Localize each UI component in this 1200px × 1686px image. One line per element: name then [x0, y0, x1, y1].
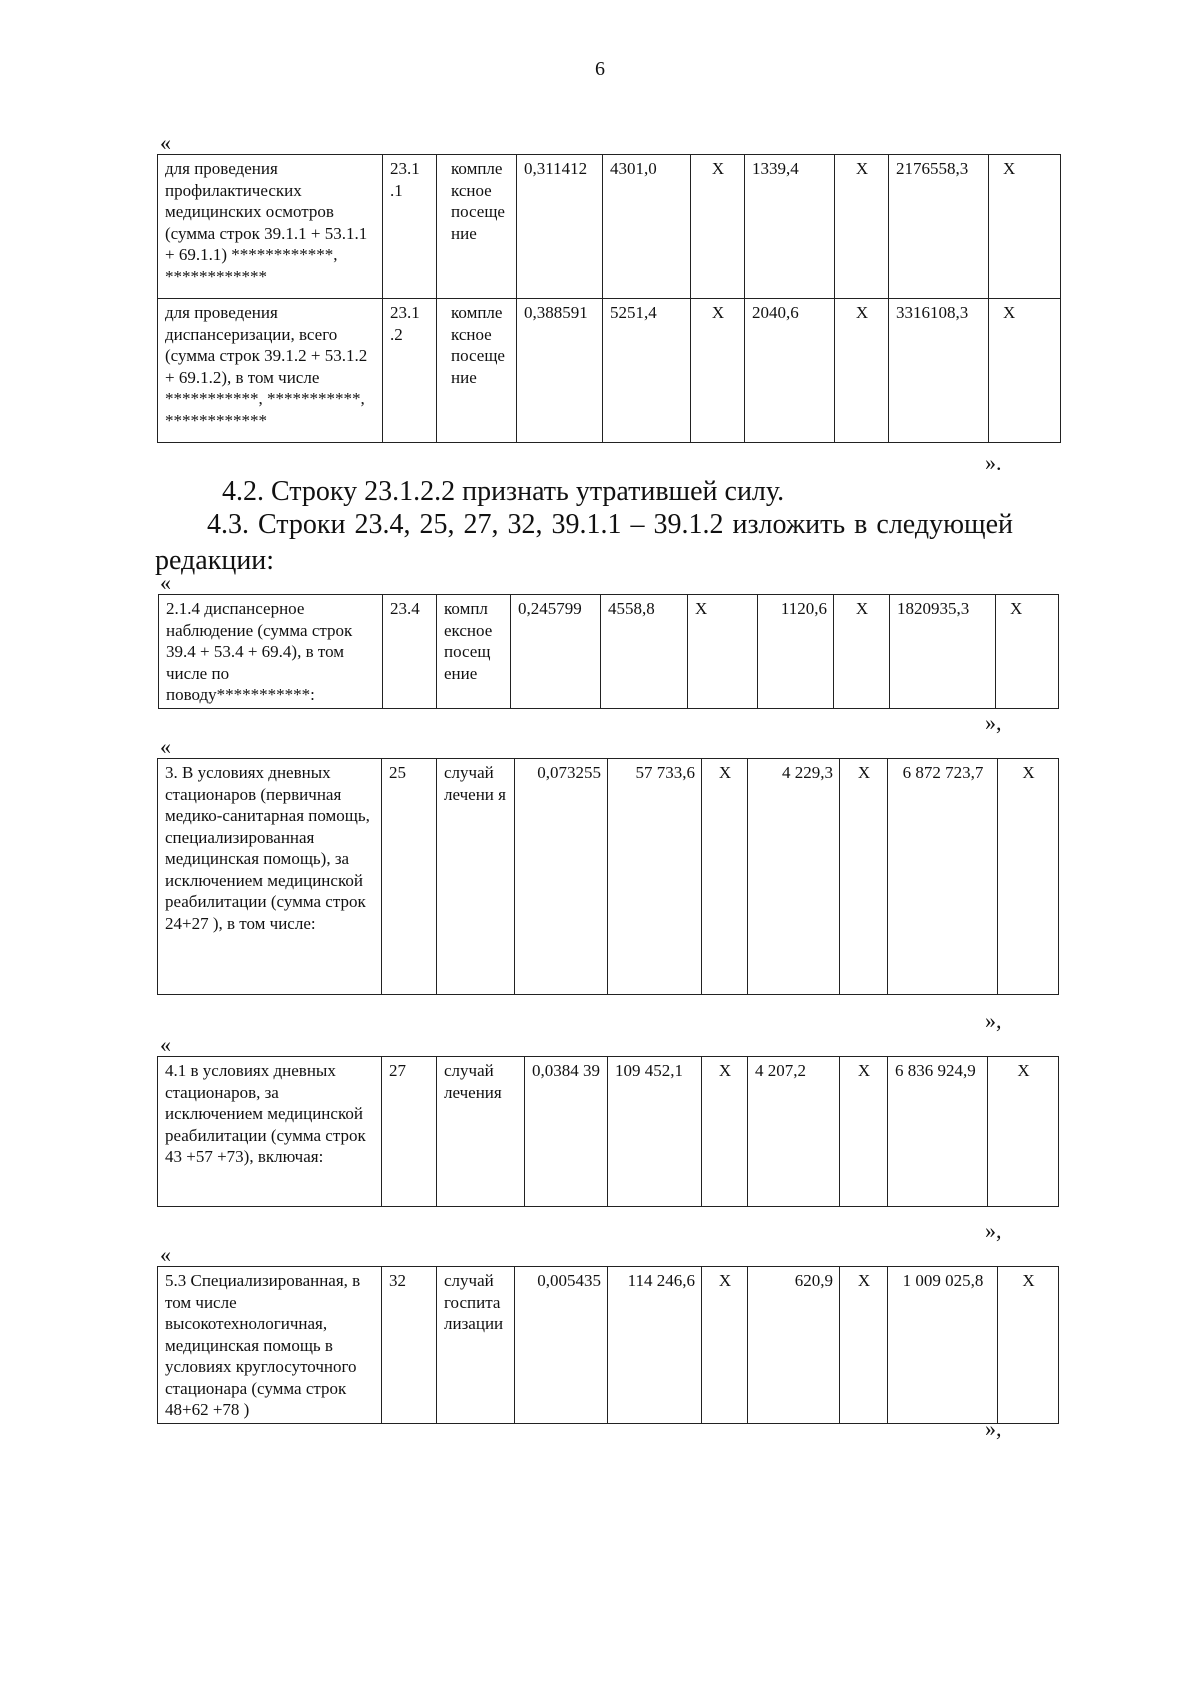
row-value-1: 0,073255: [515, 759, 608, 995]
row-value-5: X: [834, 595, 890, 709]
row-value-3: X: [688, 595, 758, 709]
row-value-3: X: [702, 1267, 748, 1424]
row-unit: компле ксное посеще ние: [437, 155, 517, 299]
row-value-6: 2176558,3: [889, 155, 989, 299]
row-value-1: 0,311412: [517, 155, 603, 299]
row-value-5: X: [840, 1057, 888, 1207]
row-number: 32: [382, 1267, 437, 1424]
row-unit: случай лечени я: [437, 759, 515, 995]
row-value-4: 620,9: [748, 1267, 840, 1424]
row-number: 27: [382, 1057, 437, 1207]
row-value-7: X: [989, 299, 1061, 443]
row-value-4: 2040,6: [745, 299, 835, 443]
open-quote: «: [160, 1242, 171, 1267]
table-row: [158, 155, 1061, 299]
row-value-7: X: [989, 155, 1061, 299]
row-value-2: 57 733,6: [608, 759, 702, 995]
row-number: 23.1 .1: [383, 155, 437, 299]
row-value-5: X: [835, 155, 889, 299]
row-unit: компл ексное посещ ение: [437, 595, 511, 709]
row-name: 5.3 Специализированная, в том числе высокотехнологичная, медицинская помощь в условиях круглосуточного стационара (сумма строк 48+62 +78 ): [158, 1267, 382, 1424]
row-value-5: X: [840, 759, 888, 995]
table-row: [158, 759, 1059, 995]
row-value-7: X: [996, 595, 1059, 709]
amend-table-1: [157, 154, 1061, 443]
row-value-1: 0,0384 39: [525, 1057, 608, 1207]
table-row: [158, 1057, 1059, 1207]
close-quote: »,: [985, 1416, 1002, 1441]
open-quote: «: [160, 734, 171, 759]
row-unit: компле ксное посеще ние: [437, 299, 517, 443]
row-value-3: X: [702, 759, 748, 995]
row-value-6: 6 872 723,7: [888, 759, 998, 995]
row-value-2: 4301,0: [603, 155, 691, 299]
paragraph-4-2: 4.2. Строку 23.1.2.2 признать утратившей силу.: [222, 476, 785, 507]
row-number: 25: [382, 759, 437, 995]
row-value-4: 1120,6: [758, 595, 834, 709]
row-number: 23.4: [383, 595, 437, 709]
row-unit: случай лечения: [437, 1057, 525, 1207]
close-quote: ».: [985, 450, 1002, 475]
close-quote: »,: [985, 710, 1002, 735]
table-row: [158, 299, 1061, 443]
amend-table-2: [158, 594, 1059, 709]
row-name: для проведения профилактических медицинских осмотров (сумма строк 39.1.1 + 53.1.1 + 69.1.1) ************, ************: [158, 155, 383, 299]
table-row: [158, 1267, 1059, 1424]
row-number: 23.1 .2: [383, 299, 437, 443]
open-quote: «: [160, 570, 171, 595]
row-value-1: 0,245799: [511, 595, 601, 709]
row-name: 2.1.4 диспансерное наблюдение (сумма строк 39.4 + 53.4 + 69.4), в том числе по поводу***********:: [159, 595, 383, 709]
row-value-2: 5251,4: [603, 299, 691, 443]
row-name: для проведения диспансеризации, всего (сумма строк 39.1.2 + 53.1.2 + 69.1.2), в том числе ***********, ***********, ************: [158, 299, 383, 443]
row-value-6: 3316108,3: [889, 299, 989, 443]
row-value-3: X: [702, 1057, 748, 1207]
close-quote: »,: [985, 1218, 1002, 1243]
row-value-4: 4 229,3: [748, 759, 840, 995]
table-row: [159, 595, 1059, 709]
page-number: 6: [595, 58, 605, 80]
paragraph-4-3: 4.3. Строки 23.4, 25, 27, 32, 39.1.1 – 39.1.2 изложить в следующей редакции:: [155, 509, 1013, 576]
row-value-2: 4558,8: [601, 595, 688, 709]
row-name: 3. В условиях дневных стационаров (первичная медико-санитарная помощь, специализированная медицинская помощь), за исключением медицинской реабилитации (сумма строк 24+27 ), в том числе:: [158, 759, 382, 995]
row-unit: случай госпита лизации: [437, 1267, 515, 1424]
row-value-1: 0,388591: [517, 299, 603, 443]
row-value-5: X: [840, 1267, 888, 1424]
row-value-6: 6 836 924,9: [888, 1057, 988, 1207]
row-value-7: X: [998, 1267, 1059, 1424]
open-quote: «: [160, 130, 171, 155]
amend-table-4: [157, 1056, 1059, 1207]
row-value-3: X: [691, 155, 745, 299]
row-value-7: X: [998, 759, 1059, 995]
row-value-4: 1339,4: [745, 155, 835, 299]
row-value-4: 4 207,2: [748, 1057, 840, 1207]
row-value-7: X: [988, 1057, 1059, 1207]
row-value-2: 114 246,6: [608, 1267, 702, 1424]
close-quote: »,: [985, 1008, 1002, 1033]
row-value-1: 0,005435: [515, 1267, 608, 1424]
row-value-3: X: [691, 299, 745, 443]
row-value-5: X: [835, 299, 889, 443]
row-value-6: 1820935,3: [890, 595, 996, 709]
amend-table-5: [157, 1266, 1059, 1424]
open-quote: «: [160, 1032, 171, 1057]
amend-table-3: [157, 758, 1059, 995]
row-value-2: 109 452,1: [608, 1057, 702, 1207]
row-name: 4.1 в условиях дневных стационаров, за исключением медицинской реабилитации (сумма строк 43 +57 +73), включая:: [158, 1057, 382, 1207]
row-value-6: 1 009 025,8: [888, 1267, 998, 1424]
